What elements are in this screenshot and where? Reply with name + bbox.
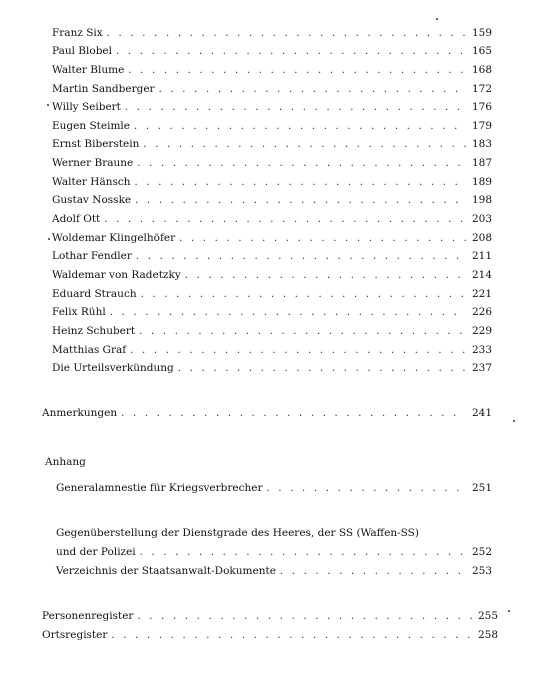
toc-entry bbox=[52, 119, 492, 133]
toc-entry-register bbox=[42, 609, 498, 623]
dot-leader bbox=[130, 344, 466, 358]
toc-entry-page: 183 bbox=[466, 137, 492, 151]
toc-entry-page: 189 bbox=[466, 175, 492, 189]
toc-entry bbox=[56, 564, 492, 578]
toc-entry-page: 198 bbox=[466, 193, 492, 207]
toc-entry-label: Walter Hänsch bbox=[52, 175, 135, 189]
toc-entry-label: Paul Blobel bbox=[52, 44, 116, 58]
toc-entry-label: Willy Seibert bbox=[52, 100, 125, 114]
scan-speck bbox=[436, 18, 438, 20]
toc-entry-page: 233 bbox=[466, 343, 492, 357]
toc-entry bbox=[52, 268, 492, 282]
toc-entry-page: 253 bbox=[466, 564, 492, 578]
toc-entry-label: Waldemar von Radetzky bbox=[52, 268, 185, 282]
toc-entry-label: Walter Blume bbox=[52, 63, 128, 77]
dot-leader bbox=[143, 138, 466, 152]
scan-speck bbox=[513, 420, 515, 422]
toc-entry-label: Werner Braune bbox=[52, 156, 137, 170]
toc-entry-page: 187 bbox=[466, 156, 492, 170]
toc-entry-page: 226 bbox=[466, 305, 492, 319]
toc-entry-page: 237 bbox=[466, 361, 492, 375]
toc-entry bbox=[52, 212, 492, 226]
toc-entry-label: Gustav Nosske bbox=[52, 193, 135, 207]
dot-leader bbox=[280, 565, 466, 579]
toc-entry bbox=[52, 287, 492, 301]
toc-entry bbox=[52, 193, 492, 207]
toc-entry-page: 172 bbox=[466, 82, 492, 96]
toc-entry bbox=[56, 481, 492, 495]
toc-entry-page: 251 bbox=[466, 481, 492, 495]
dot-leader bbox=[125, 101, 466, 115]
toc-entry bbox=[52, 63, 492, 77]
toc-entry-page: 211 bbox=[466, 249, 492, 263]
toc-entry-label: Anmerkungen bbox=[42, 406, 121, 420]
toc-entry-page: 159 bbox=[466, 26, 492, 40]
dot-leader bbox=[121, 407, 466, 421]
toc-entry bbox=[52, 82, 492, 96]
toc-entry bbox=[52, 44, 492, 58]
dot-leader bbox=[110, 306, 466, 320]
toc-entry-label: Heinz Schubert bbox=[52, 324, 139, 338]
dot-leader bbox=[159, 83, 466, 97]
section-heading-anhang: Anhang bbox=[45, 456, 86, 468]
toc-entry-page: 168 bbox=[466, 63, 492, 77]
toc-entry-page: 208 bbox=[466, 231, 492, 245]
dot-leader bbox=[134, 120, 466, 134]
dot-leader bbox=[185, 269, 466, 283]
dot-leader bbox=[128, 64, 466, 78]
toc-entry-label: Martin Sandberger bbox=[52, 82, 159, 96]
toc-entry bbox=[52, 305, 492, 319]
dot-leader bbox=[135, 194, 466, 208]
toc-entry-label: Adolf Ott bbox=[52, 212, 104, 226]
toc-entry-label: Die Urteilsverkündung bbox=[52, 361, 178, 375]
toc-entry-label: Franz Six bbox=[52, 26, 107, 40]
toc-entry-label: Verzeichnis der Staatsanwalt-Dokumente bbox=[56, 564, 280, 578]
toc-entry bbox=[52, 324, 492, 338]
dot-leader bbox=[137, 157, 466, 171]
toc-entry-page: 241 bbox=[466, 406, 492, 420]
dot-leader bbox=[140, 546, 466, 560]
toc-entry-label: Ernst Biberstein bbox=[52, 137, 143, 151]
toc-entry bbox=[52, 137, 492, 151]
toc-entry bbox=[52, 361, 492, 375]
toc-entry bbox=[52, 26, 492, 40]
dot-leader bbox=[135, 176, 467, 190]
toc-entry-page: 221 bbox=[466, 287, 492, 301]
toc-entry-page: 203 bbox=[466, 212, 492, 226]
toc-entry-page: 258 bbox=[472, 628, 498, 642]
toc-entry-label: Felix Rühl bbox=[52, 305, 110, 319]
toc-entry-page: 179 bbox=[466, 119, 492, 133]
toc-entry bbox=[56, 545, 492, 559]
dot-leader bbox=[137, 610, 472, 624]
dot-leader bbox=[141, 288, 466, 302]
toc-entry-page: 165 bbox=[466, 44, 492, 58]
toc-entry-page: 252 bbox=[466, 545, 492, 559]
toc-entry-page: 229 bbox=[466, 324, 492, 338]
toc-entry-label: Generalamnestie für Kriegsverbrecher bbox=[56, 481, 266, 495]
toc-entry-label: Lothar Fendler bbox=[52, 249, 136, 263]
toc-entry-label: Eugen Steimle bbox=[52, 119, 134, 133]
dot-leader bbox=[116, 45, 466, 59]
dot-leader bbox=[136, 250, 466, 264]
toc-entry-label: Matthias Graf bbox=[52, 343, 130, 357]
dot-leader bbox=[107, 27, 466, 41]
dot-leader bbox=[111, 629, 472, 643]
toc-entry-anmerkungen bbox=[42, 406, 492, 420]
scan-speck bbox=[47, 104, 49, 106]
toc-entry-register bbox=[42, 628, 498, 642]
toc-entry-multiline-first-line: Gegenüberstellung der Dienstgrade des Heeres, der SS (Waffen-SS) bbox=[56, 527, 419, 539]
dot-leader bbox=[104, 213, 466, 227]
dot-leader bbox=[179, 232, 466, 246]
toc-entry-label: Personenregister bbox=[42, 609, 137, 623]
toc-entry bbox=[52, 249, 492, 263]
dot-leader bbox=[178, 362, 466, 376]
toc-entry-page: 176 bbox=[466, 100, 492, 114]
scan-speck bbox=[48, 238, 50, 240]
toc-entry-label: Ortsregister bbox=[42, 628, 111, 642]
toc-entry bbox=[52, 156, 492, 170]
toc-entry bbox=[52, 343, 492, 357]
dot-leader bbox=[266, 482, 466, 496]
toc-entry bbox=[52, 175, 492, 189]
toc-entry-label: Eduard Strauch bbox=[52, 287, 141, 301]
toc-entry bbox=[52, 100, 492, 114]
scan-speck bbox=[508, 610, 510, 612]
toc-entry-page: 214 bbox=[466, 268, 492, 282]
toc-entry-label: Woldemar Klingelhöfer bbox=[52, 231, 179, 245]
dot-leader bbox=[139, 325, 466, 339]
toc-entry-page: 255 bbox=[472, 609, 498, 623]
toc-entry-label: und der Polizei bbox=[56, 545, 140, 559]
toc-entry bbox=[52, 231, 492, 245]
